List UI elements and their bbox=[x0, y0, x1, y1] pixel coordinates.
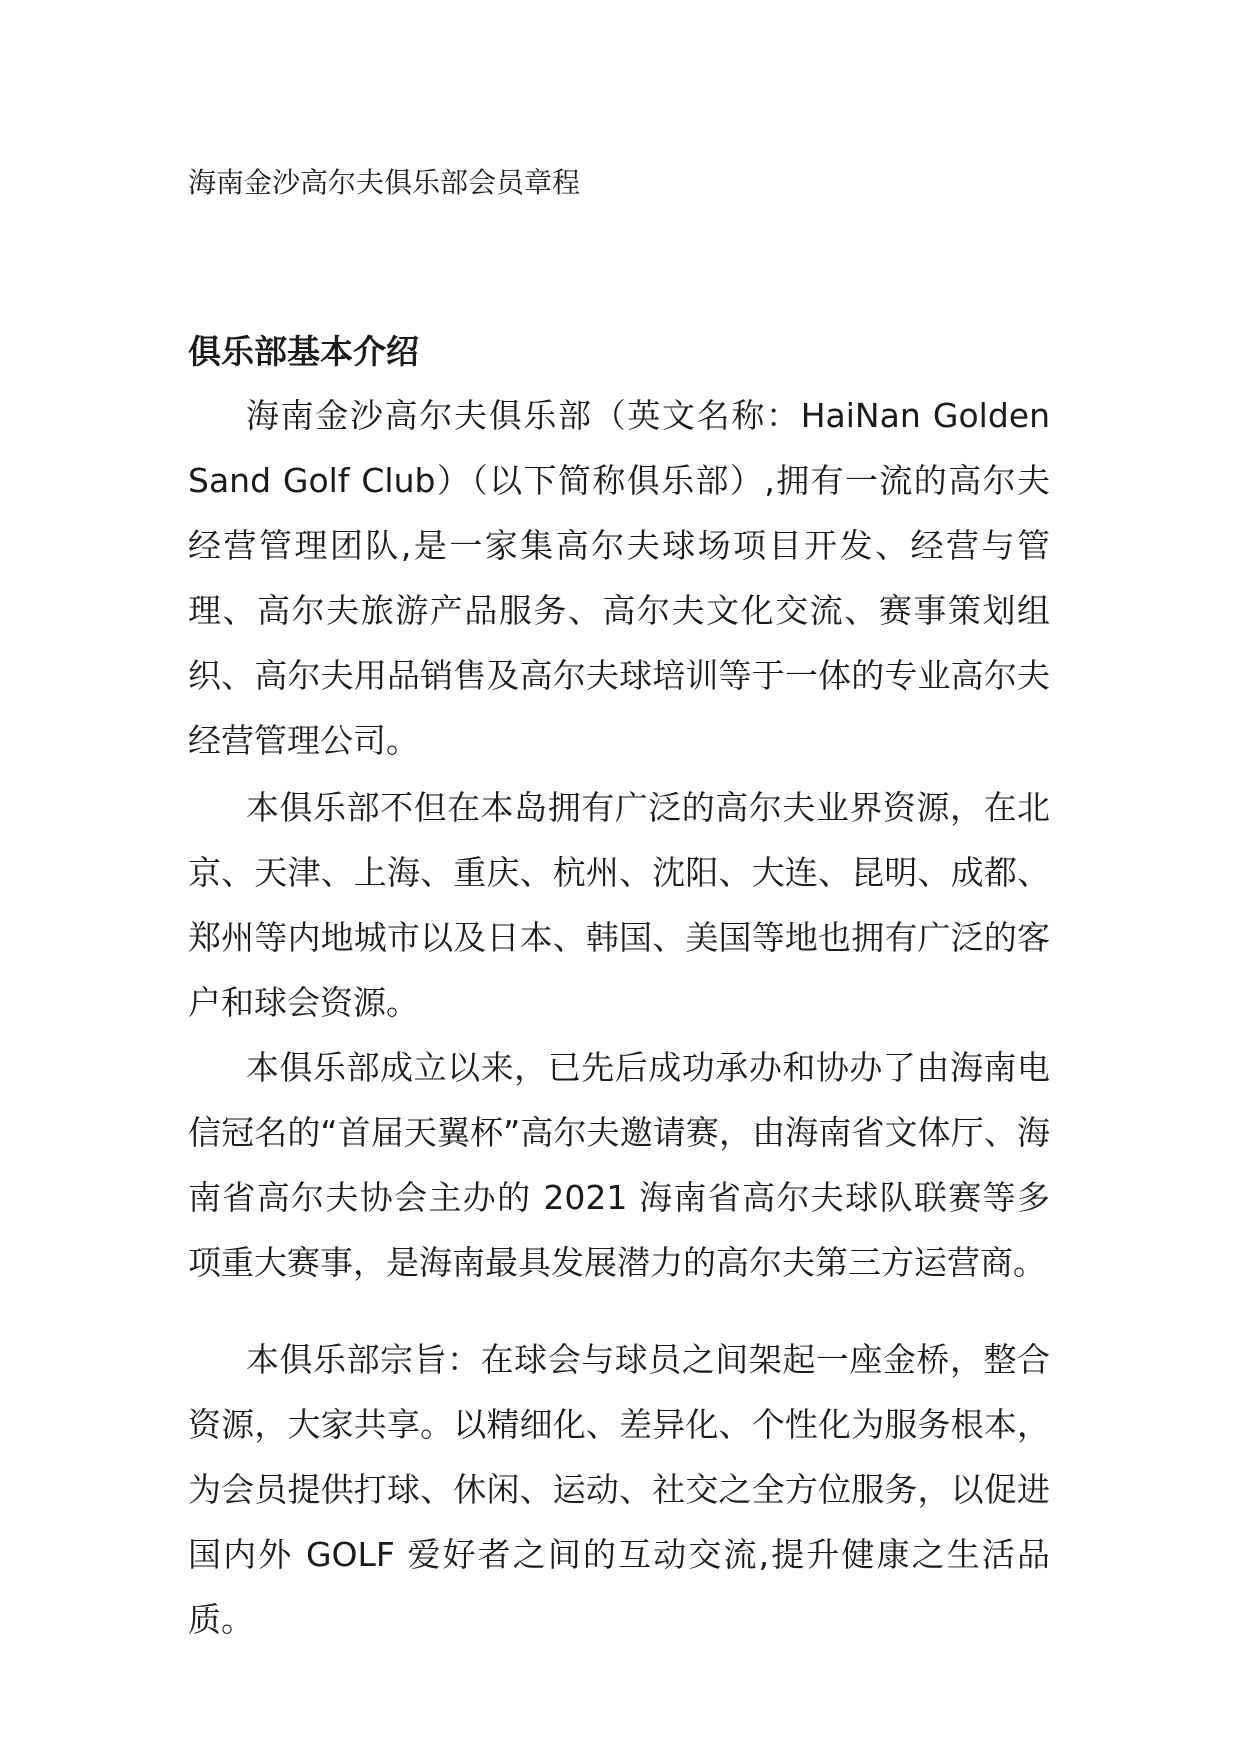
section-heading: 俱乐部基本介绍 bbox=[188, 332, 419, 371]
paragraph-resources: 本俱乐部不但在本岛拥有广泛的高尔夫业界资源，在北京、天津、上海、重庆、杭州、沈阳、大连、昆明、成都、郑州等内地城市以及日本、韩国、美国等地也拥有广泛的客户和球会资源。 bbox=[188, 788, 1050, 1022]
paragraph-mission: 本俱乐部宗旨：在球会与球员之间架起一座金桥，整合资源，大家共享。以精细化、差异化、个性化为服务根本，为会员提供打球、休闲、运动、社交之全方位服务，以促进国内外 GOLF 爱好者之间的互动交流,提升健康之生活品质。 bbox=[188, 1340, 1050, 1639]
paragraph-intro: 海南金沙高尔夫俱乐部（英文名称：HaiNan Golden Sand Golf Club）（以下简称俱乐部）,拥有一流的高尔夫经营管理团队,是一家集高尔夫球场项目开发、经营与管理、高尔夫旅游产品服务、高尔夫文化交流、赛事策划组织、高尔夫用品销售及高尔夫球培训等于一体的专业高尔夫经营管理公司。 bbox=[188, 396, 1050, 760]
document-title: 海南金沙高尔夫俱乐部会员章程 bbox=[188, 166, 581, 199]
paragraph-events: 本俱乐部成立以来，已先后成功承办和协办了由海南电信冠名的“首届天翼杯”高尔夫邀请赛，由海南省文体厅、海南省高尔夫协会主办的 2021 海南省高尔夫球队联赛等多项重大赛事，是海南最具发展潜力的高尔夫第三方运营商。 bbox=[188, 1048, 1050, 1282]
